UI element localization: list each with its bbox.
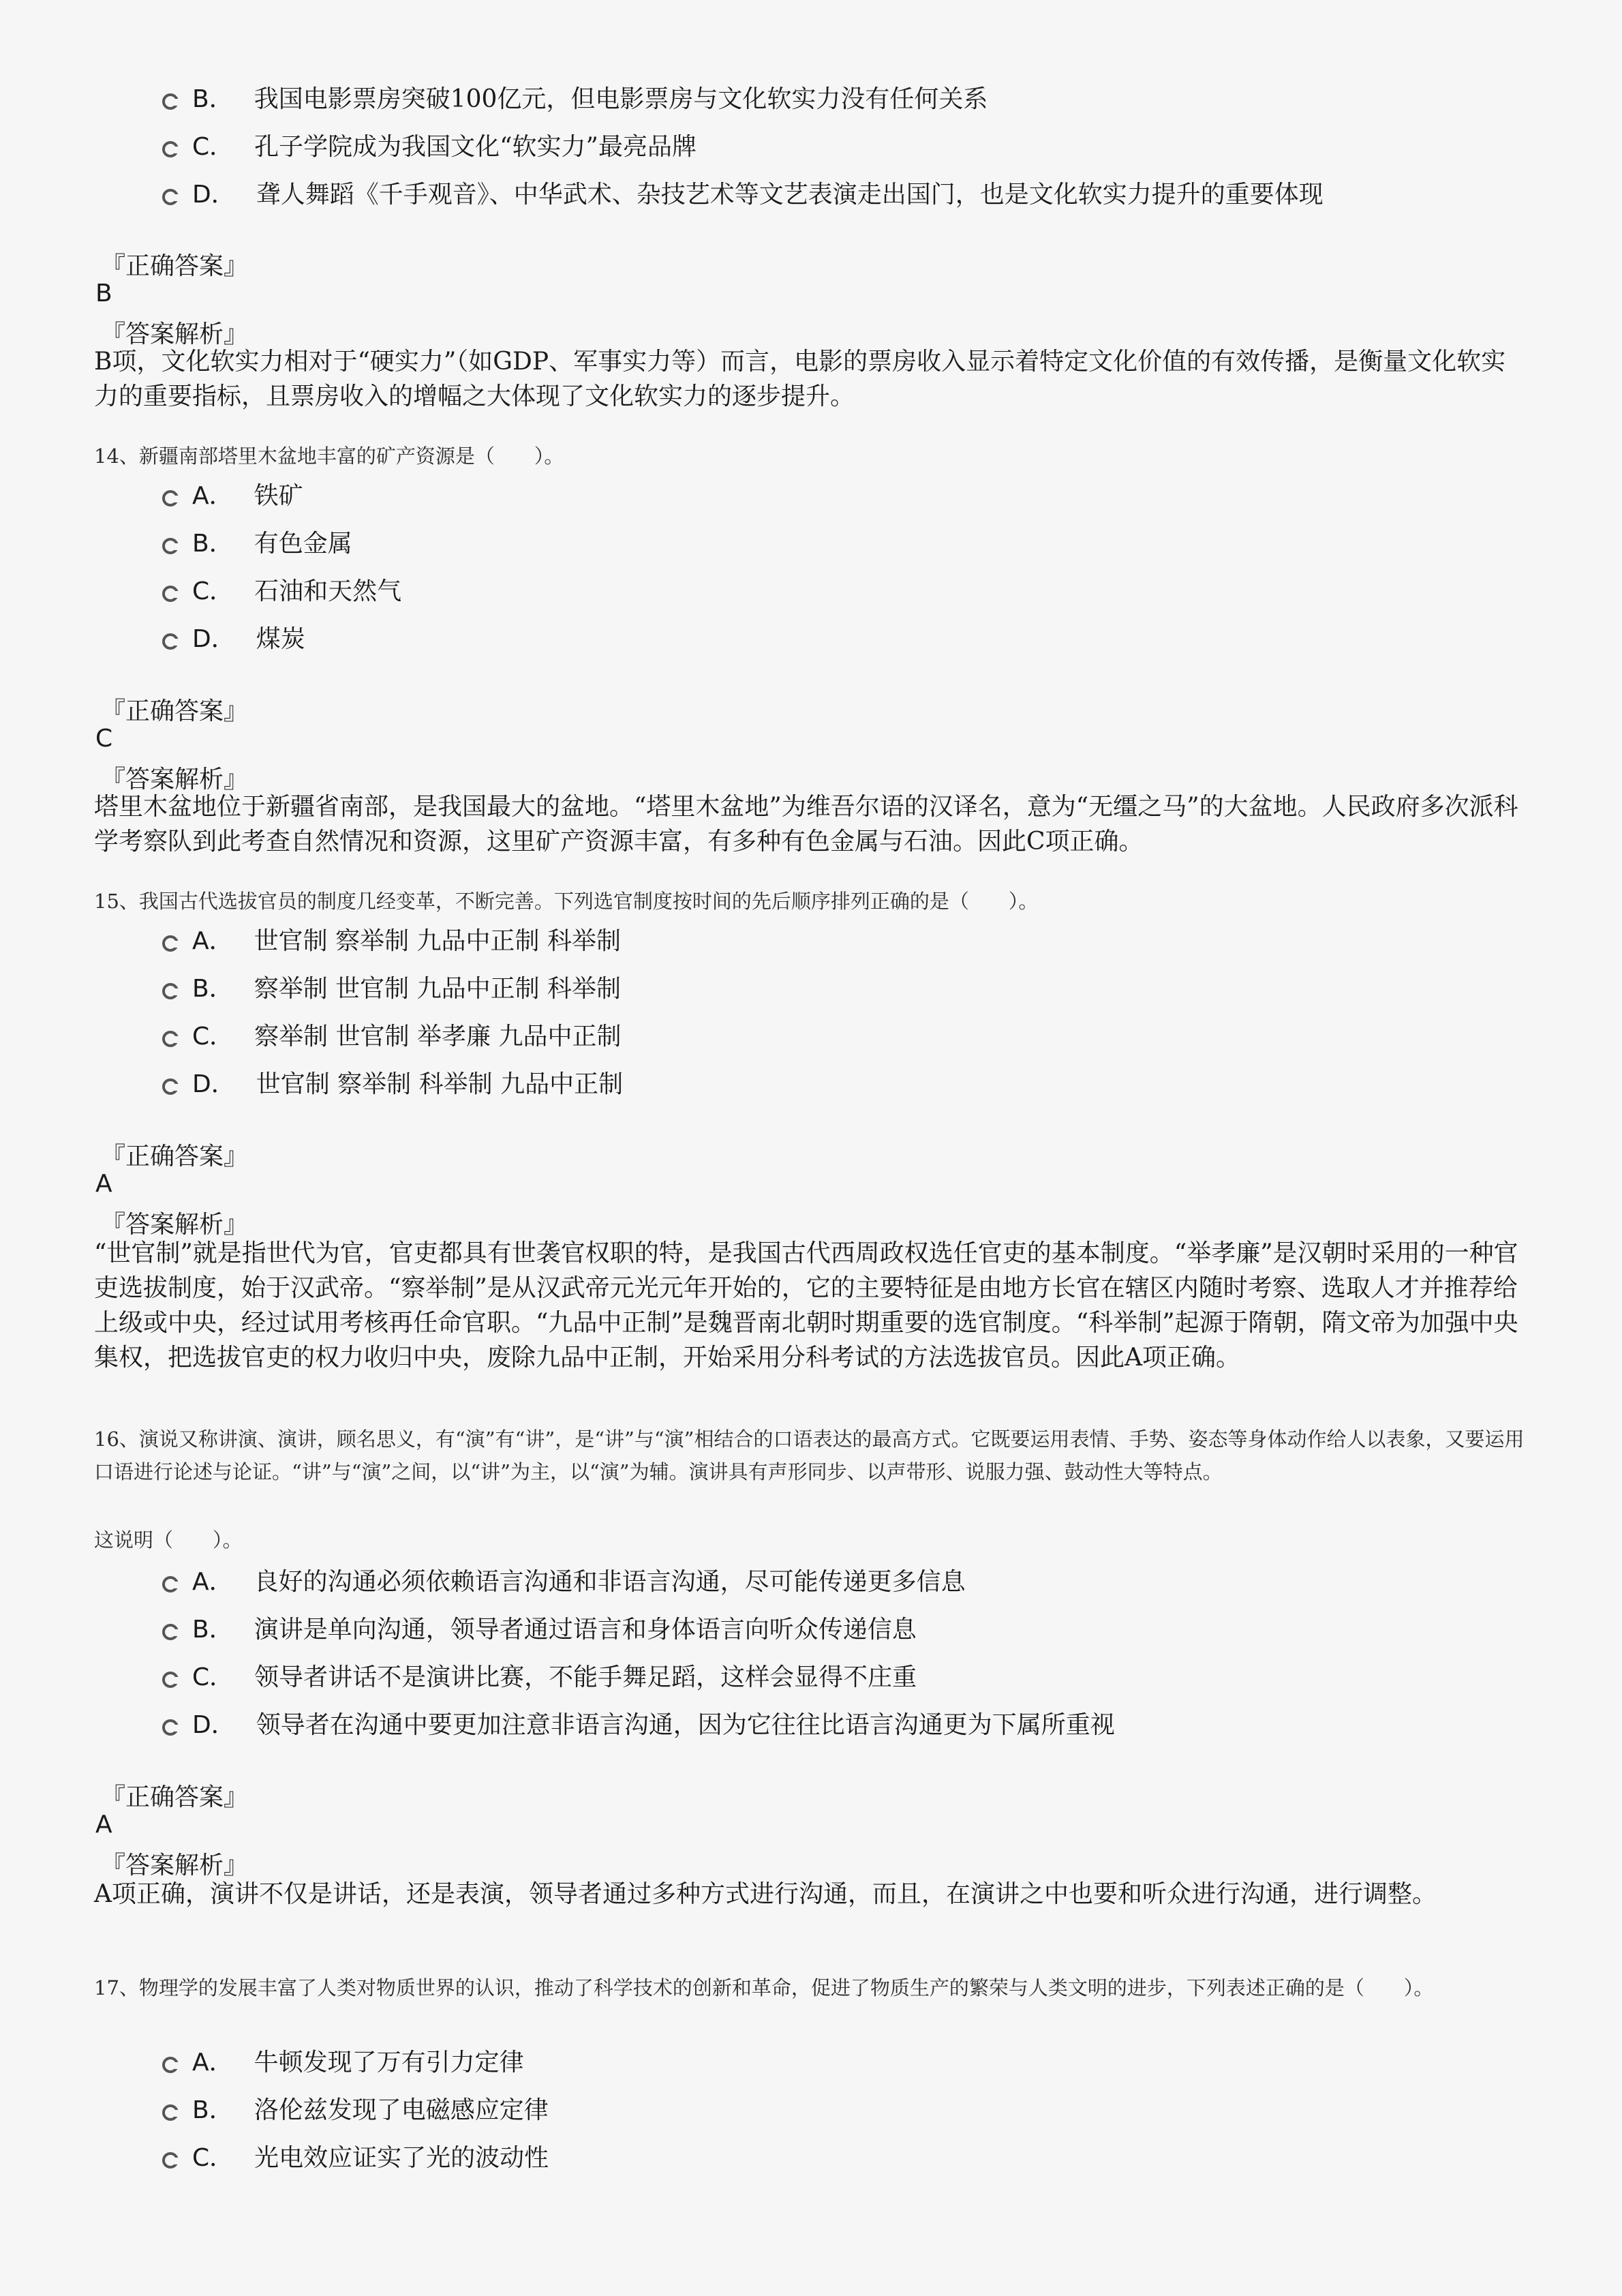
radio-icon[interactable] [162,2104,179,2121]
radio-icon[interactable] [162,1576,179,1592]
radio-icon[interactable] [162,141,179,157]
radio-icon[interactable] [162,935,179,952]
option-q17-c[interactable]: C． 光电效应证实了光的波动性 [162,2134,549,2177]
answer-value: C [95,725,113,753]
question-stem: 14、新疆南部塔里木盆地丰富的矿产资源是（ ）。 [94,444,564,468]
radio-icon[interactable] [162,1078,179,1095]
analysis-label: 『答案解析』 [101,766,249,794]
question-prompt: 这说明（ ）。 [94,1528,243,1552]
option-q14-b[interactable]: B． 有色金属 [162,519,352,563]
radio-icon[interactable] [162,93,179,110]
answer-label: 『正确答案』 [101,1783,249,1811]
radio-icon[interactable] [162,586,179,602]
option-q16-c[interactable]: C． 领导者讲话不是演讲比赛，不能手舞足蹈，这样会显得不庄重 [162,1653,917,1697]
option-q14-a[interactable]: A． 铁矿 [162,472,303,515]
option-q15-a[interactable]: A． 世官制 察举制 九品中正制 科举制 [162,917,621,961]
option-q15-c[interactable]: C． 察举制 世官制 举孝廉 九品中正制 [162,1012,621,1056]
analysis-text: B项，文化软实力相对于“硬实力”（如GDP、军事实力等）而言，电影的票房收入显示着特定文化价值的有效传播，是衡量文化软实力的重要指标，且票房收入的增幅之大体现了文化软实力的逐步提升。 [94,348,1506,410]
option-q15-b[interactable]: B． 察举制 世官制 九品中正制 科举制 [162,965,621,1008]
option-q16-d[interactable]: D． 领导者在沟通中要更加注意非语言沟通，因为它往往比语言沟通更为下属所重视 [162,1701,1115,1744]
question-stem: 16、演说又称讲演、演讲，顾名思义，有“演”有“讲”，是“讲”与“演”相结合的口语表达的最高方式。它既要运用表情、手势、姿态等身体动作给人以表象，又要运用口语进行论述与论证。“讲”与“演”之间，以“讲”为主，以“演”为辅。演讲具有声形同步、以声带形、说服力强、鼓动性大等特点。 [94,1428,1525,1483]
option-q14-d[interactable]: D． 煤炭 [162,615,305,659]
option-q15-d[interactable]: D． 世官制 察举制 科举制 九品中正制 [162,1060,623,1104]
answer-value: A [95,1170,112,1198]
question-stem: 17、物理学的发展丰富了人类对物质世界的认识，推动了科学技术的创新和革命，促进了物质生产的繁荣与人类文明的进步，下列表述正确的是（ ）。 [94,1976,1434,1999]
question-stem: 15、我国古代选拔官员的制度几经变革，不断完善。下列选官制度按时间的先后顺序排列正确的是（ ）。 [94,890,1039,913]
option-q13-c[interactable]: C． 孔子学院成为我国文化“软实力”最亮品牌 [162,123,697,166]
analysis-label: 『答案解析』 [101,320,249,348]
option-q16-a[interactable]: A． 良好的沟通必须依赖语言沟通和非语言沟通，尽可能传递更多信息 [162,1558,966,1601]
option-q13-b[interactable]: B． 我国电影票房突破100亿元，但电影票房与文化软实力没有任何关系 [162,75,988,119]
analysis-label: 『答案解析』 [101,1211,249,1239]
option-q16-b[interactable]: B． 演讲是单向沟通，领导者通过语言和身体语言向听众传递信息 [162,1605,917,1649]
radio-icon[interactable] [162,538,179,554]
answer-value: B [95,280,112,307]
analysis-label: 『答案解析』 [101,1852,249,1879]
answer-label: 『正确答案』 [101,697,249,725]
radio-icon[interactable] [162,1719,179,1736]
radio-icon[interactable] [162,189,179,205]
radio-icon[interactable] [162,2152,179,2169]
radio-icon[interactable] [162,633,179,650]
analysis-text: 塔里木盆地位于新疆省南部，是我国最大的盆地。“塔里木盆地”为维吾尔语的汉译名，意为“无缰之马”的大盆地。人民政府多次派科学考察队到此考查自然情况和资源，这里矿产资源丰富，有多种有色金属与石油。因此C项正确。 [94,793,1518,856]
option-q17-a[interactable]: A． 牛顿发现了万有引力定律 [162,2038,524,2082]
radio-icon[interactable] [162,1031,179,1047]
radio-icon[interactable] [162,983,179,999]
option-q13-d[interactable]: D． 聋人舞蹈《千手观音》、中华武术、杂技艺术等文艺表演走出国门，也是文化软实力提升的重要体现 [162,170,1323,214]
radio-icon[interactable] [162,2057,179,2073]
radio-icon[interactable] [162,490,179,507]
option-q14-c[interactable]: C． 石油和天然气 [162,567,401,611]
answer-label: 『正确答案』 [101,252,249,280]
option-q17-b[interactable]: B． 洛伦兹发现了电磁感应定律 [162,2086,549,2130]
analysis-text: A项正确，演讲不仅是讲话，还是表演，领导者通过多种方式进行沟通，而且，在演讲之中也要和听众进行沟通，进行调整。 [94,1880,1437,1908]
answer-label: 『正确答案』 [101,1143,249,1170]
answer-value: A [95,1811,112,1839]
radio-icon[interactable] [162,1624,179,1640]
analysis-text: “世官制”就是指世代为官，官吏都具有世袭官权职的特，是我国古代西周政权选任官吏的基本制度。“举孝廉”是汉朝时采用的一种官吏选拔制度，始于汉武帝。“察举制”是从汉武帝元光元年开始的，它的主要特征是由地方长官在辖区内随时考察、选取人才并推荐给上级或中央，经过试用考核再任命官职。“九品中正制”是魏晋南北朝时期重要的选官制度。“科举制”起源于隋朝，隋文帝为加强中央集权，把选拔官吏的权力收归中央，废除九品中正制，开始采用分科考试的方法选拔官员。因此A项正确。 [94,1239,1518,1372]
radio-icon[interactable] [162,1672,179,1688]
